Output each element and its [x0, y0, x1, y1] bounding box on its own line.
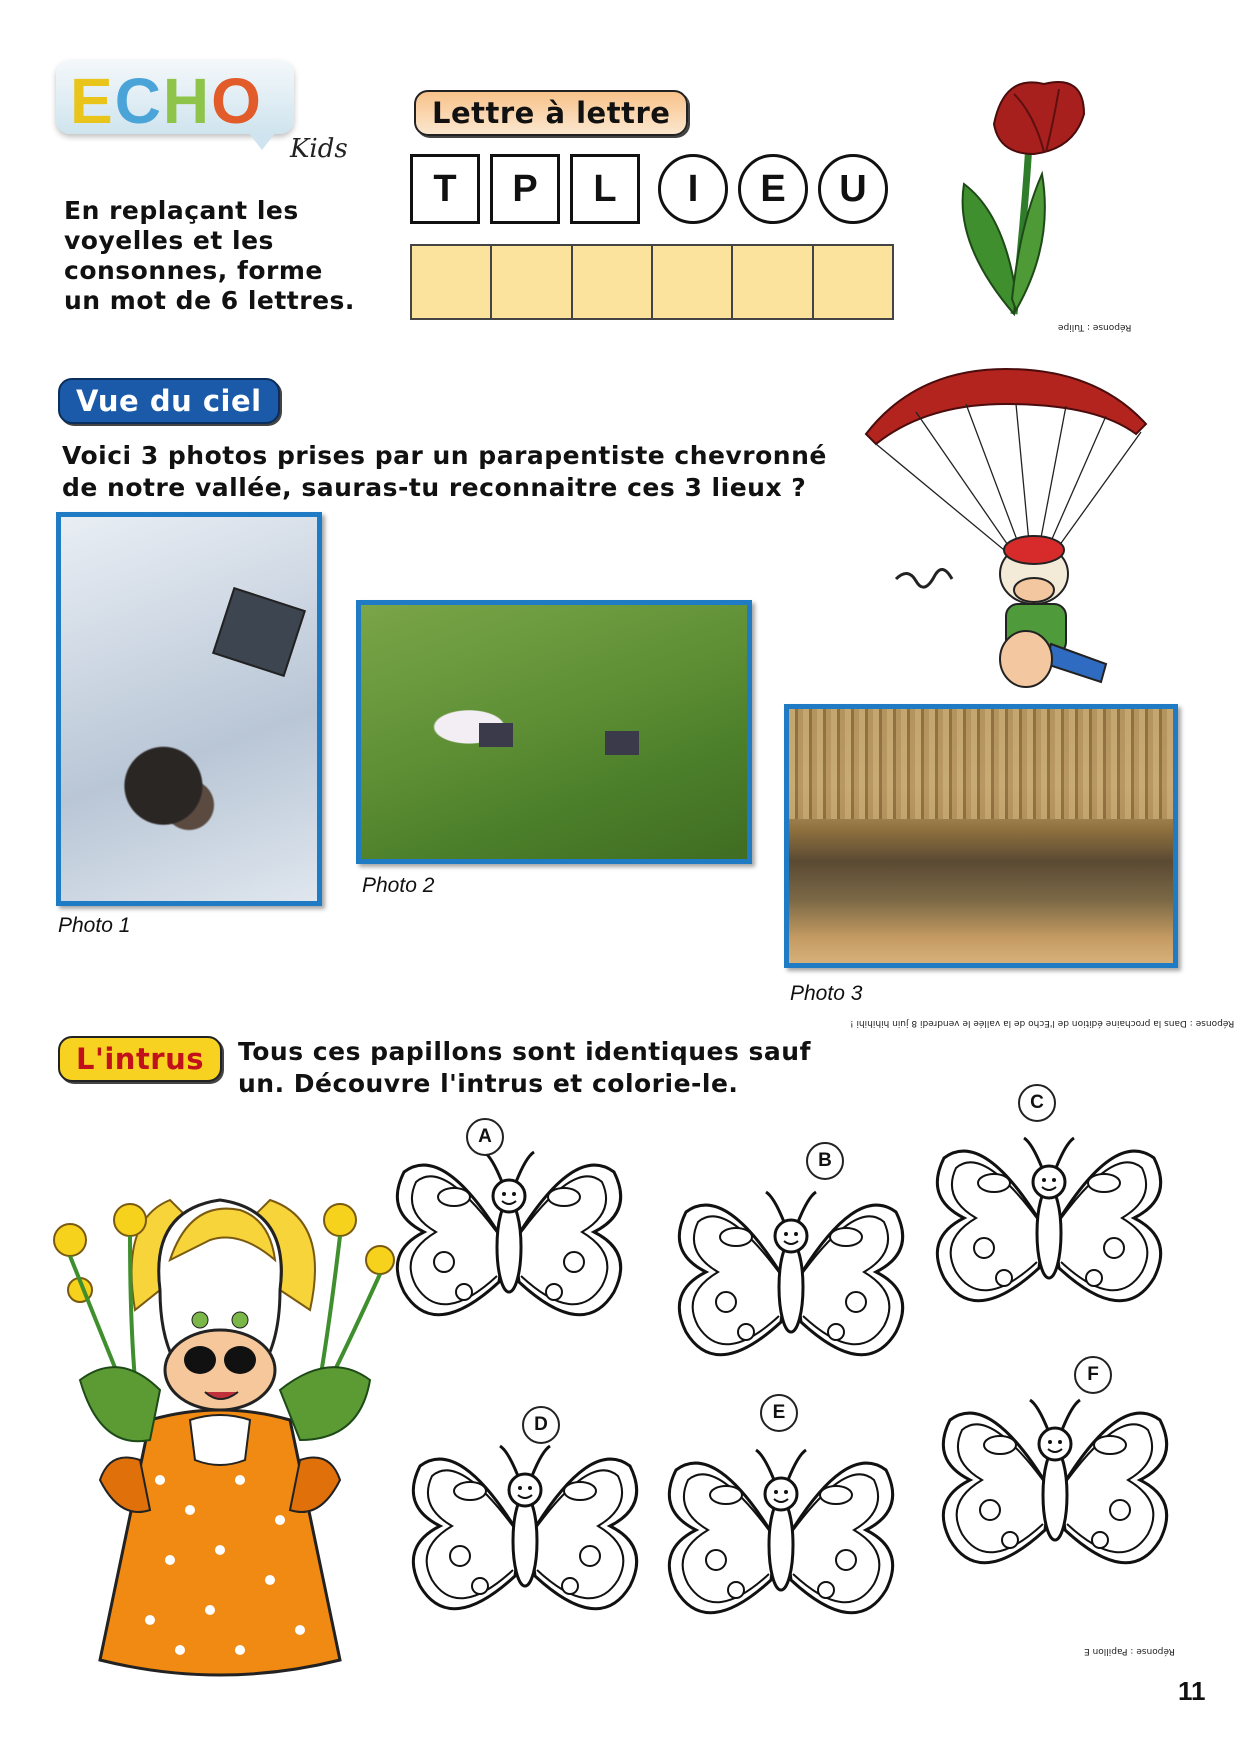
- ciel-question: Voici 3 photos prises par un parapentiste chevronné de notre vallée, sauras-tu reconnaitre ces 3 lieux ?: [62, 441, 827, 502]
- photo-1-caption: Photo 1: [58, 914, 131, 937]
- tulip-illustration: [934, 74, 1104, 324]
- photo-2-caption: Photo 2: [362, 874, 435, 897]
- answer-tulipe: Réponse : Tulipe: [1058, 322, 1132, 332]
- letter-circle-2: E: [738, 154, 808, 224]
- answer-grid[interactable]: [410, 244, 894, 320]
- intrus-instructions: Tous ces papillons sont identiques sauf un. Découvre l'intrus et colorie-le.: [238, 1037, 811, 1098]
- intro-text: En replaçant les voyelles et les consonnes, forme un mot de 6 lettres.: [64, 196, 355, 315]
- letter-circle-3: U: [818, 154, 888, 224]
- echo-logo-text: ECHO: [70, 65, 263, 137]
- badge-e: E: [760, 1394, 798, 1432]
- badge-b: B: [806, 1142, 844, 1180]
- ciel-title: Vue du ciel: [58, 378, 280, 424]
- photo-2-meadow-aerial: [356, 600, 752, 864]
- butterfly-a[interactable]: [384, 1112, 634, 1352]
- intrus-title: L'intrus: [58, 1036, 222, 1082]
- answer-photos: Réponse : Dans la prochaine édition de l'Echo de la vallée le vendredi 8 juin hihihihi !: [850, 1018, 1235, 1028]
- answer-intrus: Réponse : Papillon E: [1084, 1646, 1175, 1656]
- answer-cell[interactable]: [733, 246, 813, 318]
- answer-cell[interactable]: [492, 246, 572, 318]
- letter-box-1: T: [410, 154, 480, 224]
- answer-cell[interactable]: [412, 246, 492, 318]
- butterfly-f[interactable]: [930, 1360, 1180, 1600]
- logo-speech-tail: [248, 132, 276, 150]
- photo-1-hut: [212, 587, 306, 677]
- page-number: 11: [1178, 1676, 1206, 1706]
- answer-cell[interactable]: [653, 246, 733, 318]
- letter-circle-1: I: [658, 154, 728, 224]
- photo-3-sawmill-aerial: [784, 704, 1178, 968]
- butterfly-d[interactable]: [400, 1406, 650, 1646]
- butterfly-c[interactable]: [924, 1098, 1174, 1338]
- letter-box-3: L: [570, 154, 640, 224]
- photo-2-house: [479, 723, 513, 747]
- lettre-title: Lettre à lettre: [414, 90, 688, 136]
- photo-2-house: [605, 731, 639, 755]
- badge-d: D: [522, 1406, 560, 1444]
- badge-c: C: [1018, 1084, 1056, 1122]
- photo-3-logs: [789, 709, 1173, 819]
- butterfly-e[interactable]: [656, 1410, 906, 1650]
- photo-3-caption: Photo 3: [790, 982, 863, 1005]
- badge-f: F: [1074, 1356, 1112, 1394]
- letter-box-2: P: [490, 154, 560, 224]
- photo-1-snow-aerial: [56, 512, 322, 906]
- cow-girl-flowers-illustration: [40, 1180, 400, 1740]
- butterfly-b[interactable]: [666, 1152, 916, 1392]
- answer-cell[interactable]: [573, 246, 653, 318]
- logo-subtitle: Kids: [290, 134, 348, 164]
- badge-a: A: [466, 1118, 504, 1156]
- paraglider-cow-illustration: [856, 364, 1156, 694]
- answer-cell[interactable]: [814, 246, 892, 318]
